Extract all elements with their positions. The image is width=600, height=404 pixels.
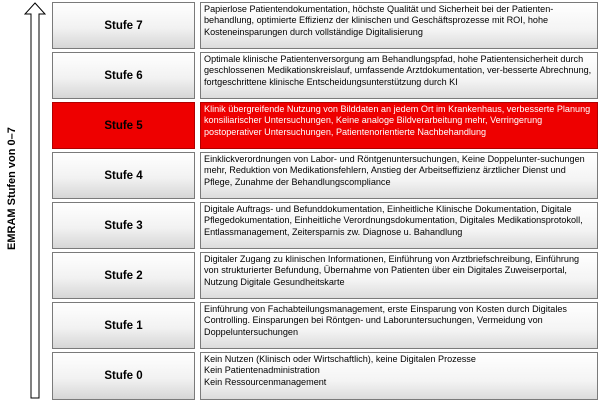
stage-4-description: Einklickverordnungen von Labor- und Röntgenuntersuchungen, Keine Doppelunter-suchungen mehr, Reduktion von Medikationsfehlern, Anstieg der Arbeitseffizienz ärztlicher Dienst und Pflege, Zunahme der Behandlungscompliance	[200, 152, 598, 199]
stage-0-label: Stufe 0	[104, 370, 143, 382]
stage-6-box	[52, 52, 195, 99]
stage-5-box	[52, 102, 195, 149]
axis-label: EMRAM Stufen von 0–7	[6, 127, 18, 250]
stage-1-box	[52, 302, 195, 349]
stage-3-description: Digitale Auftrags- und Befunddokumentation, Einheitliche Klinische Dokumentation, Digitale Pflegedokumentation, Einheitliche Verordnungsdokumentation, Digitales Medikationsprotokoll, Entlassmanagement, Zeitersparnis zw. Diagnose u. Bahandlung	[200, 202, 598, 249]
stage-5-description: Klinik übergreifende Nutzung von Bilddaten an jedem Ort im Krankenhaus, verbesserte Planung konsiliarischer Untersuchungen, Keine analoge Bildverarbeitung mehr, Verringerung postoperativer Untersuchungen, Patientenorientierte Nachbehandlung	[200, 102, 598, 149]
stage-1-description: Einführung von Fachabteilungsmanagement, erste Einsparung von Kosten durch Digitales Controlling. Einsparungen bei Röntgen- und Laboruntersuchungen, Vermeidung von Doppeluntersuchungen	[200, 302, 598, 349]
stage-4-label: Stufe 4	[104, 169, 143, 182]
stage-6-description: Optimale klinische Patientenversorgung am Behandlungspfad, hohe Patientensicherheit durch geschlossenen Medikationskreislauf, umfassende Arztdokumentation, ver-besserte Abrechnung, fortgeschrittene klinische Entscheidungsunterstützung durch KI	[200, 52, 598, 99]
stage-0-description: Kein Nutzen (Klinisch oder Wirtschaftlich), keine Digitalen Prozesse Kein Patientenadministration Kein Ressourcenmanagement	[200, 352, 598, 400]
stage-4-box	[52, 152, 195, 199]
stage-7-box	[52, 2, 195, 49]
stage-7-label: Stufe 7	[104, 19, 143, 32]
stage-6-label: Stufe 6	[104, 69, 143, 82]
stage-2-description: Digitaler Zugang zu klinischen Informationen, Einführung von Arztbriefschreibung, Einführung von strukturierter Befundung, Übernahme von Patienten über ein Digitales Zuweiserportal, Nutzung Digitale Gesundheitskarte	[200, 252, 598, 299]
stage-0-box	[52, 352, 195, 400]
stage-2-label: Stufe 2	[104, 269, 143, 282]
stage-5-label: Stufe 5	[104, 119, 143, 132]
up-arrow-icon	[24, 2, 46, 400]
stage-3-label: Stufe 3	[104, 219, 143, 232]
stage-7-description: Papierlose Patientendokumentation, höchste Qualität und Sicherheit bei der Patienten-behandlung, optimierte Effizienz der klinischen und Geschäftsprozesse mit ROI, hohe Kosteneinsparungen durch vollständige Digitalisierung	[200, 2, 598, 49]
stage-2-box	[52, 252, 195, 299]
stage-3-box	[52, 202, 195, 249]
stage-1-label: Stufe 1	[104, 319, 143, 332]
